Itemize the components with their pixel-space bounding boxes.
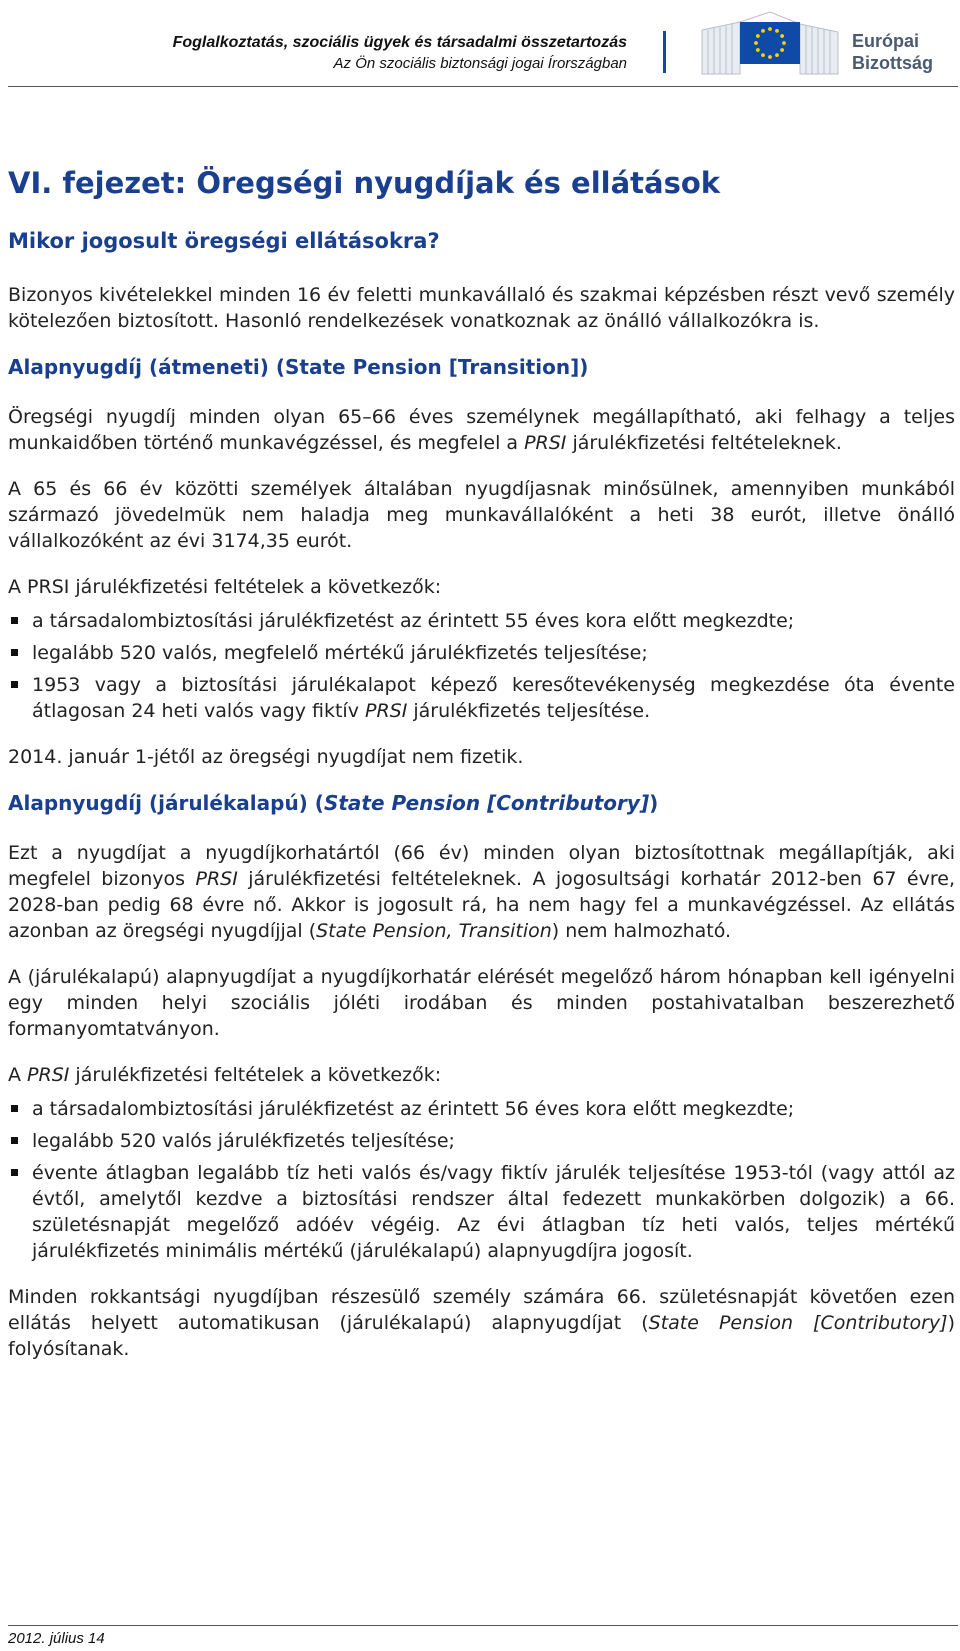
list-item-text: 1953 vagy a biztosítási járulékalapot képező keresőtevékenység megkezdése óta évente átlagosan 24 heti valós vagy fiktív xyxy=(32,674,955,722)
eu-star-icon xyxy=(768,55,772,59)
bullet-icon xyxy=(11,1169,18,1176)
list-item-text: a társadalombiztosítási járulékfizetést az érintett 56 éves kora előtt megkezdte; xyxy=(32,1098,795,1120)
p2-text-a: Öregségi nyugdíj minden olyan 65–66 éves személynek megállapítható, aki felhagy a teljes munkaidőben történő munkavégzéssel, és megfelel a xyxy=(8,406,955,454)
list-item xyxy=(8,672,955,724)
bullet-icon xyxy=(11,1137,18,1144)
paragraph-8 xyxy=(8,1062,955,1088)
list-item-text: a társadalombiztosítási járulékfizetést az érintett 55 éves kora előtt megkezdte; xyxy=(32,610,795,632)
p8-text-a: A xyxy=(8,1064,28,1086)
p6-prsi: PRSI xyxy=(195,868,238,890)
bullet-icon xyxy=(11,649,18,656)
list-item-text: évente átlagban legalább tíz heti valós és/vagy fiktív járulék teljesítése 1953-tól (vagy attól az évtől, amelytől kezdve a biztosítási rendszer által fedezett munkakörben dolgozik) a 66. születésnapját megelőző adóév végéig. Az évi átlagban tíz heti valós, teljes mértékű járulékfizetés minimális mértékű (járulékalapú) alapnyugdíjra jogosít. xyxy=(32,1162,955,1262)
paragraph-1: Bizonyos kivételekkel minden 16 év feletti munkavállaló és szakmai képzésben részt vevő személy kötelezően biztosított. Hasonló rendelkezések vonatkoznak az önálló vállalkozókra is. xyxy=(8,284,955,332)
eu-star-icon xyxy=(756,34,760,38)
header-subtitle: Az Ön szociális biztonsági jogai Írországban xyxy=(333,55,627,72)
bullet-icon xyxy=(11,1105,18,1112)
p9-text-a: Minden rokkantsági nyugdíjban részesülő személy számára 66. születésnapját követően ezen ellátás helyett automatikusan (járulékalapú) alapnyugdíjat ( xyxy=(8,1286,955,1334)
p6-text-c: ) nem halmozható. xyxy=(551,920,732,942)
list-item-text: legalább 520 valós, megfelelő mértékű járulékfizetés teljesítése; xyxy=(32,642,648,664)
paragraph-2 xyxy=(8,404,955,456)
subheading-contributory xyxy=(8,790,955,816)
p6-text-b: járulékfizetési feltételeknek. A jogosultsági korhatár 2012-ben 67 évre, 2028-ban pedig 68 évre nő. Akkor is jogosult rá, ha nem hagy fel a munkavégzéssel. Az ellátás azonban az öregségi nyugdíjjal ( xyxy=(8,868,955,942)
sub2-text-b: ) xyxy=(649,791,659,815)
list-item xyxy=(8,640,955,666)
list-item-text-b: járulékfizetés teljesítése. xyxy=(407,700,651,722)
eu-star-icon xyxy=(780,34,784,38)
paragraph-9 xyxy=(8,1284,955,1362)
list-item xyxy=(8,608,955,634)
conditions-list-2 xyxy=(8,1096,955,1264)
section-question: Mikor jogosult öregségi ellátásokra? xyxy=(8,229,440,253)
footer-rule xyxy=(8,1625,958,1626)
eu-flag-logo-icon xyxy=(700,8,840,78)
p9-text-b: ) folyósítanak. xyxy=(8,1312,955,1360)
subheading-transition: Alapnyugdíj (átmeneti) (State Pension [Transition]) xyxy=(8,355,589,379)
list-item-prsi: PRSI xyxy=(364,700,408,722)
list-item xyxy=(8,1096,955,1122)
paragraph-6 xyxy=(8,840,955,944)
p2-text-b: járulékfizetési feltételeknek. xyxy=(566,432,842,454)
eu-star-icon xyxy=(756,48,760,52)
eu-star-icon xyxy=(775,53,779,57)
list-item-text: legalább 520 valós járulékfizetés teljesítése; xyxy=(32,1130,455,1152)
footer-date: 2012. július 14 xyxy=(8,1630,105,1647)
p9-em: State Pension [Contributory] xyxy=(648,1312,948,1334)
p8-text-b: járulékfizetési feltételek a következők: xyxy=(69,1064,442,1086)
p2-prsi: PRSI xyxy=(524,432,567,454)
header-titles xyxy=(173,33,627,74)
p6-text-a: Ezt a nyugdíjat a nyugdíjkorhatártól (66 év) minden olyan biztosítottnak megállapítják, aki megfelel bizonyos xyxy=(8,842,955,890)
sub2-em: State Pension [Contributory] xyxy=(323,791,650,815)
eu-star-icon xyxy=(782,41,786,45)
chapter-title: VI. fejezet: Öregségi nyugdíjak és ellátások xyxy=(8,166,721,200)
paragraph-4: A PRSI járulékfizetési feltételek a következők: xyxy=(8,576,442,598)
eu-star-icon xyxy=(775,29,779,33)
paragraph-7: A (járulékalapú) alapnyugdíjat a nyugdíjkorhatár elérését megelőző három hónapban kell igényelni egy minden helyi szociális jóléti irodában és minden postahivatalban beszerezhető formanyomtatványon. xyxy=(8,966,955,1040)
eu-logo-text xyxy=(852,30,933,74)
logo-text-line2: Bizottság xyxy=(852,53,933,73)
eu-star-icon xyxy=(768,27,772,31)
p8-prsi: PRSI xyxy=(27,1064,70,1086)
header-rule xyxy=(8,86,958,87)
paragraph-5: 2014. január 1-jétől az öregségi nyugdíjat nem fizetik. xyxy=(8,746,524,768)
bullet-icon xyxy=(11,617,18,624)
bullet-icon xyxy=(11,681,18,688)
eu-star-icon xyxy=(780,48,784,52)
header-divider xyxy=(663,31,666,73)
eu-star-icon xyxy=(761,53,765,57)
paragraph-3: A 65 és 66 év közötti személyek általában nyugdíjasnak minősülnek, amennyiben munkából származó jövedelmük nem haladja meg munkavállalóként a heti 38 eurót, illetve önálló vállalkozóként az évi 3174,35 eurót. xyxy=(8,478,955,552)
conditions-list-1 xyxy=(8,608,955,724)
eu-star-icon xyxy=(754,41,758,45)
document-body xyxy=(8,165,955,1382)
logo-text-line1: Európai xyxy=(852,31,920,51)
list-item xyxy=(8,1128,955,1154)
header-directorate: Foglalkoztatás, szociális ügyek és társadalmi összetartozás xyxy=(172,34,627,51)
list-item xyxy=(8,1160,955,1264)
eu-star-icon xyxy=(761,29,765,33)
p6-em2: State Pension, Transition xyxy=(316,920,552,942)
sub2-text-a: Alapnyugdíj (járulékalapú) ( xyxy=(8,791,324,815)
page-header xyxy=(0,0,960,92)
